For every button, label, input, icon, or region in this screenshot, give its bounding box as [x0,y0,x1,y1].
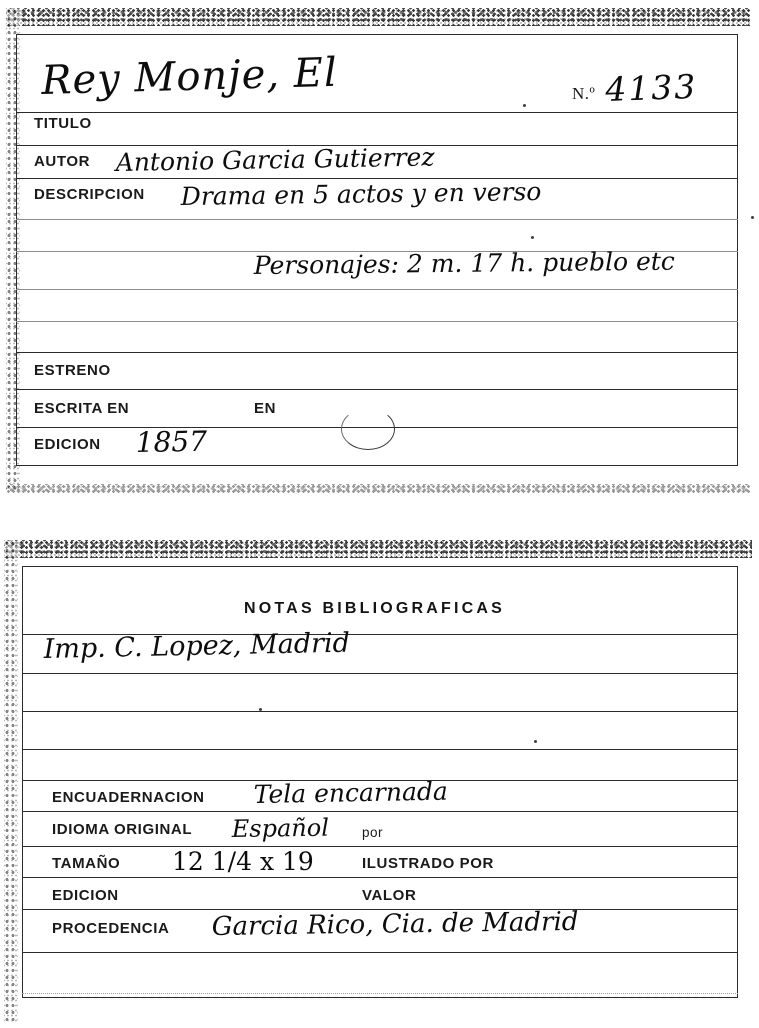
ruled-line [16,219,738,220]
field-label-titulo: TITULO [34,115,92,132]
field-label-autor: AUTOR [34,153,91,170]
scan-artifact-dot [259,708,262,711]
handwritten-tamano: 12 1/4 x 19 [172,847,314,876]
scan-artifact-dot [751,216,754,219]
field-label-idioma-por: por [362,825,384,840]
number-label: N.º [572,84,596,103]
field-label-idioma-original: IDIOMA ORIGINAL [52,821,193,838]
scan-artifact-dot [531,236,534,239]
field-label-tamano: TAMAÑO [52,855,121,872]
handwritten-number: 4133 [604,66,698,109]
scan-artifact-dot [534,740,537,743]
handwritten-encuadernacion: Tela encarnada [253,776,449,809]
ruled-line [22,673,738,674]
handwritten-edicion-year: 1857 [135,424,208,459]
field-label-escrita-en-suffix: EN [254,400,277,417]
ruled-line [16,321,738,322]
ruled-line [22,811,738,812]
field-label-procedencia: PROCEDENCIA [52,920,170,937]
ruled-line [16,352,738,353]
handwritten-descripcion: Drama en 5 actos y en verso [180,176,542,211]
ruled-line [16,389,738,390]
field-label-ilustrado-por: ILUSTRADO POR [362,855,494,872]
field-label-edicion: EDICION [34,436,101,453]
ruled-line [22,952,738,953]
handwritten-idioma: Español [231,813,330,843]
scan-noise-left-edge [4,540,18,1024]
scan-noise-bottom-edge [6,484,750,494]
ruled-line [22,749,738,750]
handwritten-cast-note: Personajes: 2 m. 17 h. pueblo etc [253,246,676,280]
scan-noise-top-edge [6,8,750,26]
scan-artifact-dot [523,104,526,107]
field-label-escrita-en: ESCRITA EN [34,400,130,417]
catalog-card-front [6,8,750,492]
field-label-descripcion: DESCRIPCION [34,186,145,203]
handwritten-procedencia: Garcia Rico, Cia. de Madrid [211,906,579,942]
ruled-line [22,993,738,994]
ruled-line [16,112,738,113]
ruled-line [22,877,738,878]
handwritten-imprenta: Imp. C. Lopez, Madrid [43,627,351,665]
scan-noise-top-edge [4,540,752,558]
field-label-encuadernacion: ENCUADERNACION [52,789,205,806]
field-label-valor: VALOR [362,887,417,904]
field-label-edicion: EDICION [52,887,119,904]
ruled-line [22,846,738,847]
field-label-estreno: ESTRENO [34,362,111,379]
scan-artifact-arc [341,408,395,450]
handwritten-autor: Antonio Garcia Gutierrez [115,142,435,177]
handwritten-title: Rey Monje, El [40,49,339,104]
catalog-card-back [4,540,752,1024]
ruled-line [22,711,738,712]
section-heading: NOTAS BIBLIOGRAFICAS [244,600,506,617]
ruled-line [16,289,738,290]
